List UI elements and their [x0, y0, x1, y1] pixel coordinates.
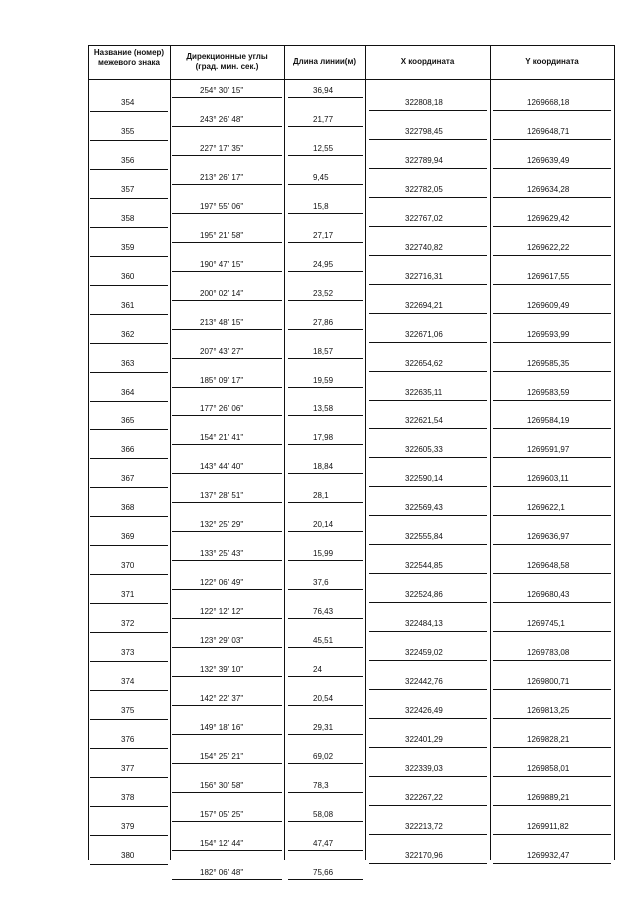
point-y-coordinate: 1269591,97: [527, 445, 570, 455]
header-direction-angle: Дирекционные углы (град. мин. сек.): [186, 52, 268, 71]
segment-angle: 182° 06' 48": [200, 867, 244, 877]
point-underline: [369, 805, 487, 806]
point-underline: [369, 515, 487, 516]
point-underline: [90, 140, 168, 141]
point-underline: [90, 603, 168, 604]
point-y-coordinate: 1269583,59: [527, 387, 570, 397]
point-y-coordinate: 1269783,08: [527, 648, 570, 658]
segment-length: 23,52: [313, 288, 334, 298]
point-y-coordinate: 1269584,19: [527, 416, 570, 426]
segment-angle: 200° 02' 14": [200, 288, 244, 298]
segment-underline: [288, 329, 363, 330]
point-underline: [369, 226, 487, 227]
segment-underline: [172, 271, 282, 272]
point-underline: [369, 718, 487, 719]
segment-angle: 190° 47' 15": [200, 259, 244, 269]
table-left-border: [88, 45, 89, 860]
segment-underline: [288, 271, 363, 272]
segment-underline: [288, 155, 363, 156]
point-underline: [90, 516, 168, 517]
point-underline: [493, 139, 611, 140]
point-underline: [493, 631, 611, 632]
point-underline: [493, 428, 611, 429]
point-name: 373: [121, 648, 135, 658]
segment-underline: [172, 126, 282, 127]
point-underline: [369, 602, 487, 603]
point-underline: [369, 255, 487, 256]
point-x-coordinate: 322635,11: [405, 387, 443, 397]
point-name: 363: [121, 358, 135, 368]
point-y-coordinate: 1269813,25: [527, 705, 570, 715]
segment-length: 24: [313, 665, 322, 674]
segment-length: 36,94: [313, 86, 334, 95]
point-underline: [90, 198, 168, 199]
point-underline: [90, 690, 168, 691]
point-underline: [493, 834, 611, 835]
point-underline: [90, 314, 168, 315]
point-name: 362: [121, 329, 135, 339]
segment-angle: 123° 29' 03": [200, 636, 244, 646]
point-underline: [493, 863, 611, 864]
point-underline: [369, 544, 487, 545]
point-underline: [90, 574, 168, 575]
segment-underline: [288, 300, 363, 301]
segment-angle: 154° 12' 44": [200, 838, 244, 848]
point-x-coordinate: 322740,82: [405, 242, 443, 252]
segment-underline: [288, 763, 363, 764]
point-underline: [90, 748, 168, 749]
point-underline: [369, 457, 487, 458]
point-y-coordinate: 1269639,49: [527, 155, 570, 165]
point-x-coordinate: 322694,21: [405, 300, 443, 310]
point-y-coordinate: 1269603,11: [527, 474, 569, 484]
point-underline: [493, 573, 611, 574]
segment-angle: 227° 17' 35": [200, 143, 244, 153]
header-point-name: Название (номер) межевого знака: [93, 48, 165, 67]
segment-underline: [172, 676, 282, 677]
header-y-coordinate: Y координата: [525, 57, 579, 66]
segment-angle: 137° 28' 51": [200, 491, 244, 501]
point-y-coordinate: 1269745,1: [527, 619, 565, 629]
segment-angle: 132° 39' 10": [200, 665, 244, 674]
segment-underline: [288, 444, 363, 445]
segment-length: 13,58: [313, 404, 334, 414]
point-x-coordinate: 322213,72: [405, 821, 443, 831]
segment-length: 18,57: [313, 346, 334, 356]
segment-length: 17,98: [313, 433, 334, 443]
segment-underline: [288, 589, 363, 590]
point-x-coordinate: 322484,13: [405, 619, 443, 629]
segment-angle: 143° 44' 40": [200, 462, 244, 472]
segment-length: 75,66: [313, 867, 334, 877]
point-underline: [90, 458, 168, 459]
point-name: 358: [121, 213, 135, 223]
segment-length: 28,1: [313, 491, 329, 501]
segment-underline: [288, 415, 363, 416]
segment-underline: [172, 589, 282, 590]
point-underline: [369, 747, 487, 748]
table-top-border: [88, 45, 615, 46]
table-col-divider-2: [284, 45, 285, 860]
point-underline: [90, 864, 168, 865]
point-x-coordinate: 322459,02: [405, 648, 443, 658]
segment-underline: [172, 502, 282, 503]
point-name: 369: [121, 532, 135, 542]
segment-underline: [288, 97, 363, 98]
point-name: 368: [121, 503, 135, 513]
segment-underline: [172, 792, 282, 793]
point-y-coordinate: 1269648,71: [527, 126, 570, 136]
point-x-coordinate: 322716,31: [405, 271, 443, 281]
segment-underline: [172, 560, 282, 561]
header-line-length: Длина линии(м): [292, 57, 357, 66]
point-underline: [90, 285, 168, 286]
point-underline: [90, 632, 168, 633]
table-col-divider-4: [490, 45, 491, 860]
point-underline: [90, 835, 168, 836]
segment-underline: [172, 415, 282, 416]
table-col-divider-1: [170, 45, 171, 860]
point-name: 371: [121, 590, 135, 600]
segment-angle: 122° 06' 49": [200, 578, 244, 588]
point-underline: [90, 806, 168, 807]
segment-underline: [172, 213, 282, 214]
point-y-coordinate: 1269932,47: [527, 850, 570, 860]
point-underline: [369, 313, 487, 314]
point-underline: [369, 428, 487, 429]
point-name: 364: [121, 387, 135, 397]
point-name: 366: [121, 445, 135, 455]
point-underline: [493, 168, 611, 169]
point-name: 356: [121, 155, 135, 165]
point-name: 354: [121, 98, 135, 107]
segment-underline: [172, 358, 282, 359]
segment-underline: [288, 792, 363, 793]
point-name: 379: [121, 821, 135, 831]
segment-angle: 213° 48' 15": [200, 317, 244, 327]
point-underline: [493, 602, 611, 603]
segment-length: 27,86: [313, 317, 334, 327]
point-name: 365: [121, 416, 135, 426]
segment-underline: [172, 705, 282, 706]
point-underline: [493, 457, 611, 458]
segment-angle: 154° 25' 21": [200, 751, 244, 761]
point-x-coordinate: 322555,84: [405, 532, 443, 542]
segment-underline: [172, 473, 282, 474]
point-underline: [369, 400, 487, 401]
segment-angle: 197° 55' 06": [200, 201, 244, 211]
segment-angle: 207° 43' 27": [200, 346, 244, 356]
point-y-coordinate: 1269668,18: [527, 98, 570, 107]
segment-underline: [288, 705, 363, 706]
point-x-coordinate: 322671,06: [405, 329, 443, 339]
point-x-coordinate: 322767,02: [405, 213, 443, 223]
point-x-coordinate: 322782,05: [405, 184, 443, 194]
segment-underline: [172, 618, 282, 619]
point-name: 360: [121, 271, 135, 281]
point-underline: [493, 342, 611, 343]
point-underline: [493, 313, 611, 314]
point-y-coordinate: 1269800,71: [527, 677, 570, 686]
segment-length: 18,84: [313, 462, 334, 472]
segment-length: 78,3: [313, 780, 329, 790]
point-underline: [369, 168, 487, 169]
point-underline: [90, 401, 168, 402]
segment-underline: [288, 531, 363, 532]
segment-underline: [288, 502, 363, 503]
point-x-coordinate: 322798,45: [405, 126, 443, 136]
segment-underline: [288, 676, 363, 677]
point-underline: [493, 544, 611, 545]
point-y-coordinate: 1269629,42: [527, 213, 570, 223]
point-underline: [369, 863, 487, 864]
point-y-coordinate: 1269609,49: [527, 300, 570, 310]
point-x-coordinate: 322654,62: [405, 358, 443, 368]
point-underline: [493, 284, 611, 285]
point-underline: [369, 371, 487, 372]
segment-underline: [172, 184, 282, 185]
point-x-coordinate: 322605,33: [405, 445, 443, 455]
point-y-coordinate: 1269858,01: [527, 763, 570, 773]
point-name: 359: [121, 242, 135, 252]
segment-underline: [172, 850, 282, 851]
point-x-coordinate: 322426,49: [405, 705, 443, 715]
segment-underline: [288, 850, 363, 851]
point-name: 372: [121, 619, 135, 629]
segment-length: 20,54: [313, 693, 334, 703]
segment-underline: [288, 618, 363, 619]
point-underline: [369, 486, 487, 487]
point-underline: [90, 372, 168, 373]
segment-angle: 149° 18' 16": [200, 722, 244, 732]
point-y-coordinate: 1269622,22: [527, 242, 570, 252]
segment-length: 45,51: [313, 636, 334, 646]
point-name: 370: [121, 561, 135, 571]
point-underline: [90, 545, 168, 546]
table-header-bottom-border: [88, 79, 615, 80]
segment-underline: [288, 879, 363, 880]
segment-underline: [172, 734, 282, 735]
table-right-border: [614, 45, 615, 860]
segment-underline: [288, 821, 363, 822]
segment-length: 37,6: [313, 578, 329, 588]
point-name: 378: [121, 792, 135, 802]
point-y-coordinate: 1269617,55: [527, 271, 570, 281]
point-underline: [90, 227, 168, 228]
segment-underline: [288, 358, 363, 359]
point-underline: [90, 719, 168, 720]
point-underline: [90, 487, 168, 488]
point-underline: [90, 111, 168, 112]
point-underline: [493, 776, 611, 777]
point-underline: [369, 834, 487, 835]
point-name: 380: [121, 850, 135, 860]
segment-underline: [288, 242, 363, 243]
point-underline: [493, 255, 611, 256]
point-x-coordinate: 322170,96: [405, 850, 443, 860]
point-underline: [369, 776, 487, 777]
segment-length: 47,47: [313, 838, 334, 848]
point-y-coordinate: 1269622,1: [527, 503, 565, 513]
segment-length: 21,77: [313, 114, 334, 124]
point-underline: [90, 169, 168, 170]
segment-length: 19,59: [313, 375, 334, 385]
point-y-coordinate: 1269889,21: [527, 792, 570, 802]
point-y-coordinate: 1269648,58: [527, 561, 570, 571]
segment-underline: [172, 155, 282, 156]
point-underline: [90, 256, 168, 257]
point-underline: [493, 197, 611, 198]
point-x-coordinate: 322590,14: [405, 474, 443, 484]
point-x-coordinate: 322569,43: [405, 503, 443, 513]
segment-angle: 156° 30' 58": [200, 780, 244, 790]
segment-angle: 132° 25' 29": [200, 520, 244, 530]
segment-underline: [172, 242, 282, 243]
segment-angle: 195° 21' 58": [200, 230, 244, 240]
point-y-coordinate: 1269680,43: [527, 590, 570, 600]
point-name: 377: [121, 763, 135, 773]
segment-underline: [288, 734, 363, 735]
segment-underline: [288, 560, 363, 561]
segment-angle: 177° 26' 06": [200, 404, 244, 414]
point-name: 355: [121, 126, 135, 136]
header-x-coordinate: X координата: [400, 57, 455, 66]
point-underline: [369, 573, 487, 574]
segment-length: 9,45: [313, 172, 329, 182]
point-name: 361: [121, 300, 135, 310]
segment-length: 15,99: [313, 549, 334, 559]
segment-underline: [172, 97, 282, 98]
point-y-coordinate: 1269828,21: [527, 734, 570, 744]
point-underline: [90, 777, 168, 778]
point-x-coordinate: 322401,29: [405, 734, 443, 744]
segment-angle: 254° 30' 15": [200, 86, 244, 95]
point-x-coordinate: 322524,86: [405, 590, 443, 600]
segment-underline: [172, 329, 282, 330]
segment-length: 20,14: [313, 520, 334, 530]
point-y-coordinate: 1269636,97: [527, 532, 570, 542]
point-y-coordinate: 1269585,35: [527, 358, 570, 368]
segment-angle: 122° 12' 12": [200, 607, 244, 617]
point-underline: [90, 661, 168, 662]
point-x-coordinate: 322442,76: [405, 677, 443, 686]
point-name: 367: [121, 474, 135, 484]
segment-underline: [172, 879, 282, 880]
point-underline: [90, 429, 168, 430]
point-underline: [493, 660, 611, 661]
segment-underline: [172, 763, 282, 764]
table-col-divider-3: [365, 45, 366, 860]
point-underline: [493, 400, 611, 401]
point-underline: [493, 110, 611, 111]
segment-length: 76,43: [313, 607, 334, 617]
segment-underline: [288, 213, 363, 214]
point-y-coordinate: 1269634,28: [527, 184, 570, 194]
segment-underline: [288, 387, 363, 388]
segment-underline: [172, 821, 282, 822]
point-underline: [493, 486, 611, 487]
point-name: 375: [121, 705, 135, 715]
segment-angle: 157° 05' 25": [200, 809, 244, 819]
point-underline: [493, 747, 611, 748]
segment-angle: 142° 22' 37": [200, 693, 244, 703]
segment-underline: [172, 647, 282, 648]
point-underline: [369, 197, 487, 198]
point-underline: [369, 660, 487, 661]
point-underline: [493, 226, 611, 227]
segment-angle: 133° 25' 43": [200, 549, 244, 559]
segment-underline: [172, 387, 282, 388]
point-y-coordinate: 1269911,82: [527, 821, 569, 831]
point-x-coordinate: 322339,03: [405, 763, 443, 773]
segment-length: 27,17: [313, 230, 334, 240]
point-x-coordinate: 322621,54: [405, 416, 443, 426]
point-underline: [369, 631, 487, 632]
point-underline: [493, 718, 611, 719]
segment-angle: 213° 26' 17": [200, 172, 244, 182]
segment-angle: 154° 21' 41": [200, 433, 244, 443]
point-underline: [369, 689, 487, 690]
segment-underline: [288, 473, 363, 474]
segment-underline: [172, 531, 282, 532]
point-name: 357: [121, 184, 135, 194]
segment-underline: [172, 444, 282, 445]
segment-underline: [288, 184, 363, 185]
point-underline: [369, 284, 487, 285]
point-underline: [90, 343, 168, 344]
segment-underline: [288, 647, 363, 648]
point-name: 374: [121, 677, 135, 686]
segment-length: 12,55: [313, 143, 334, 153]
segment-underline: [288, 126, 363, 127]
point-underline: [493, 689, 611, 690]
point-underline: [369, 139, 487, 140]
point-y-coordinate: 1269593,99: [527, 329, 570, 339]
segment-length: 58,08: [313, 809, 334, 819]
point-underline: [493, 515, 611, 516]
point-underline: [369, 110, 487, 111]
point-x-coordinate: 322808,18: [405, 98, 443, 107]
segment-length: 29,31: [313, 722, 334, 732]
segment-underline: [172, 300, 282, 301]
point-x-coordinate: 322789,94: [405, 155, 443, 165]
segment-length: 15,8: [313, 201, 329, 211]
point-x-coordinate: 322267,22: [405, 792, 443, 802]
point-name: 376: [121, 734, 135, 744]
segment-length: 24,95: [313, 259, 334, 269]
point-x-coordinate: 322544,85: [405, 561, 443, 571]
point-underline: [493, 371, 611, 372]
point-underline: [369, 342, 487, 343]
point-underline: [493, 805, 611, 806]
segment-angle: 243° 26' 48": [200, 114, 244, 124]
segment-angle: 185° 09' 17": [200, 375, 244, 385]
segment-length: 69,02: [313, 751, 334, 761]
